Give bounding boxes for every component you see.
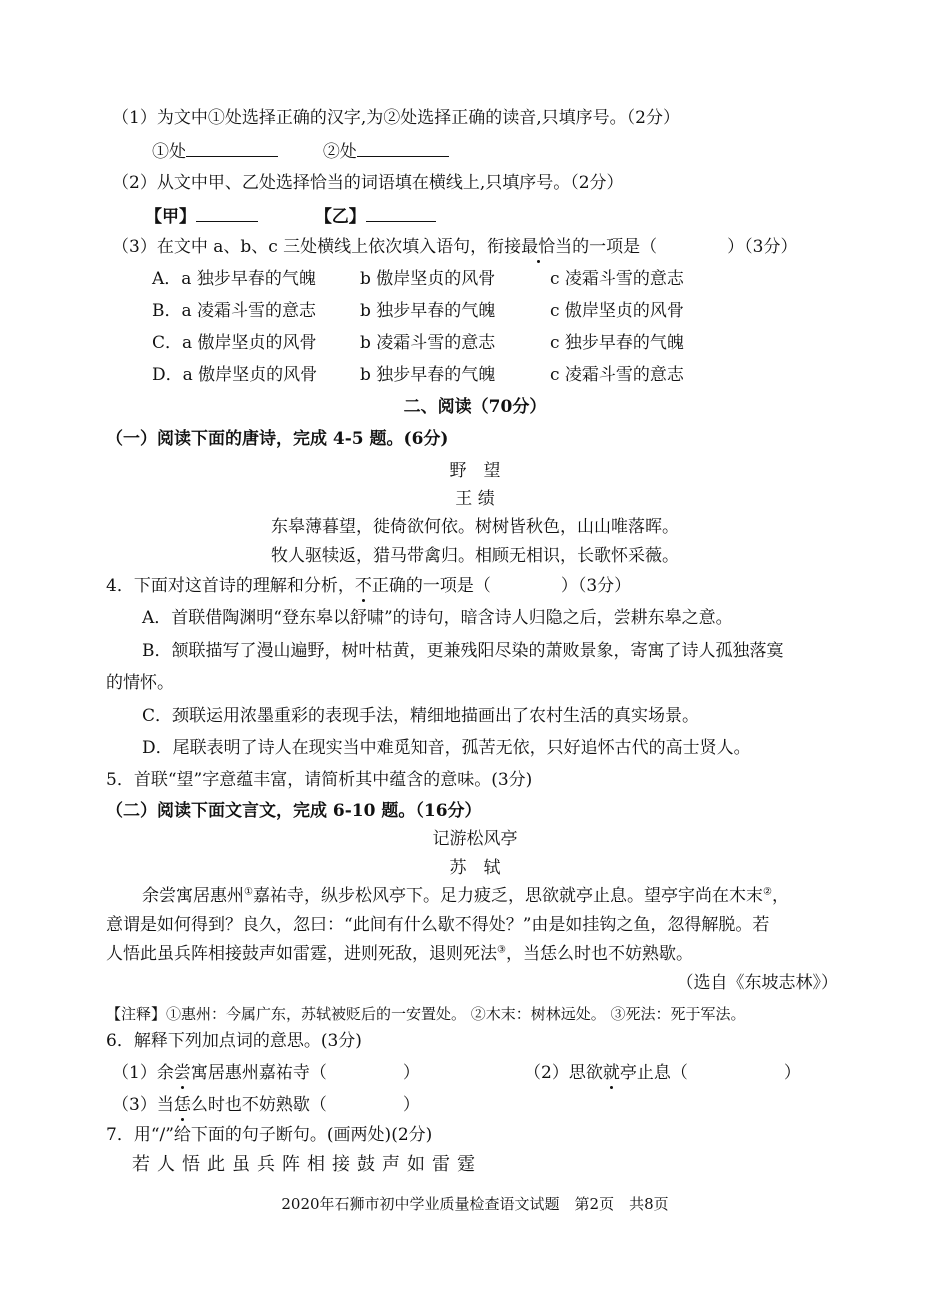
q4-post: 正确的一项是（ <box>371 576 491 596</box>
q6-item <box>524 1062 801 1084</box>
poem-line: 牧人驱犊返，猎马带禽归。相顾无相识，长歌怀采薇。 <box>271 546 679 566</box>
footnote-ref: ② <box>762 886 772 898</box>
yi-label: 【乙】 <box>314 207 366 227</box>
q6-text: 亭止息（ <box>619 1063 688 1083</box>
option-b: b 独步早春的气魄 <box>360 365 496 385</box>
option-a: D．a 傲岸坚贞的风骨 <box>152 365 318 385</box>
q6-text: 么时也不妨熟歇（ <box>190 1095 327 1115</box>
option-row <box>152 364 684 386</box>
annotation-note: 【注释】①惠州：今属广东，苏轼被贬后的一安置处。 ②木末：树林远处。 ③死法：死于军法。 <box>106 1005 746 1023</box>
sub3-pre: （3）在文中 a、b、c 三处横线上依次填入语句，衔接 <box>112 237 522 257</box>
q5: 5．首联“望”字意蕴丰富，请简析其中蕴含的意味。(3分) <box>106 770 533 790</box>
prose-text: ，当恁么时也不妨熟歇。 <box>505 944 693 964</box>
option-a: B．a 凌霜斗雪的意志 <box>152 301 317 321</box>
yi-line <box>366 205 436 222</box>
q6-text: （2）思欲 <box>524 1063 603 1083</box>
sub3-post: 当的一项是（ <box>555 237 658 257</box>
prose-title: 记游松风亭 <box>432 829 518 849</box>
q6-dotted-word: 尝 <box>173 1063 191 1083</box>
q6-item <box>112 1094 420 1116</box>
sub3-dotted: 最恰 <box>521 237 556 257</box>
option-b: b 凌霜斗雪的意志 <box>360 333 496 353</box>
option-c: c 独步早春的气魄 <box>550 333 684 353</box>
q6-text: ） <box>402 1063 420 1083</box>
q6-text: ） <box>402 1095 420 1115</box>
prose-text: 嘉祐寺，纵步松风亭下。足力疲乏，思欲就亭止息。望亭宇尚在木末 <box>252 886 763 906</box>
prose-line: 意谓是如何得到？良久，忽曰：“此间有什么歇不得处？”由是如挂钩之鱼，忽得解脱。若 <box>106 915 770 935</box>
q4-option-b-cont: 的情怀。 <box>106 673 174 693</box>
option-b: b 傲岸坚贞的风骨 <box>360 269 496 289</box>
section-title: 二、阅读（70分） <box>403 397 547 417</box>
prose-line <box>106 943 693 965</box>
q7-sentence: 若人悟此虽兵阵相接鼓声如雷霆 <box>132 1154 482 1175</box>
prose-text: 人悟此虽兵阵相接鼓声如雷霆，进则死敌，退则死法 <box>106 944 497 964</box>
q3-sub3 <box>112 236 798 258</box>
q6-text: ） <box>783 1063 801 1083</box>
q4-pre: 4．下面对这首诗的理解和分析， <box>106 576 355 596</box>
option-row <box>152 300 684 322</box>
option-c: c 凌霜斗雪的意志 <box>550 269 684 289</box>
prose-author: 苏 轼 <box>449 858 501 878</box>
q6-item <box>112 1062 420 1084</box>
jia-line <box>196 205 258 222</box>
q6-text: （3）当 <box>112 1095 174 1115</box>
q4-dotted: 不 <box>354 576 372 596</box>
footnote-ref: ① <box>244 886 253 898</box>
q4-end: ）（3分） <box>560 576 632 596</box>
sub3-end: ）（3分） <box>727 237 798 257</box>
prose-source: （选自《东坡志林》） <box>676 973 838 993</box>
jia-label: 【甲】 <box>145 207 196 227</box>
q3-sub2-blanks <box>145 205 436 228</box>
q4-option-b: B．颔联描写了漫山遍野，树叶枯黄，更兼残阳尽染的萧败景象，寄寓了诗人孤独落寞 <box>142 641 784 661</box>
q4-option-d: D．尾联表明了诗人在现实当中难觅知音，孤苦无依，只好追怀古代的高士贤人。 <box>142 738 751 758</box>
q6-dotted-word: 恁 <box>173 1095 191 1115</box>
q4-option-a: A．首联借陶渊明“登东皋以舒啸”的诗句，暗含诗人归隐之后，尝耕东皋之意。 <box>142 608 733 628</box>
option-c: c 傲岸坚贞的风骨 <box>550 301 684 321</box>
q6: 6．解释下列加点词的意思。(3分) <box>106 1031 362 1051</box>
option-a: A．a 独步早春的气魄 <box>152 269 316 289</box>
blank1-line <box>186 140 278 157</box>
blank2-line <box>357 140 449 157</box>
prose-line <box>142 885 789 907</box>
poem-title: 野 望 <box>449 461 501 481</box>
option-row <box>152 332 684 354</box>
q3-sub1-blanks <box>152 140 449 163</box>
blank1-label: ①处 <box>152 142 186 162</box>
q3-sub2: （2）从文中甲、乙处选择恰当的词语填在横线上,只填序号。（2分） <box>112 173 624 193</box>
part2-heading: （二）阅读下面文言文，完成 6-10 题。（16分） <box>106 801 482 821</box>
option-c: c 凌霜斗雪的意志 <box>550 365 684 385</box>
option-b: b 独步早春的气魄 <box>360 301 496 321</box>
page-footer: 2020年石狮市初中学业质量检查语文试题 第2页 共8页 <box>281 1195 669 1213</box>
poem-line: 东皋薄暮望，徙倚欲何依。树树皆秋色，山山唯落晖。 <box>271 517 679 537</box>
poem-author: 王 绩 <box>455 489 495 509</box>
q6-text: 寓居惠州嘉祐寺（ <box>190 1063 327 1083</box>
q7: 7．用“/”给下面的句子断句。(画两处)(2分) <box>106 1125 433 1145</box>
blank2-label: ②处 <box>322 142 357 162</box>
prose-text: ， <box>771 886 789 906</box>
option-row <box>152 268 684 290</box>
q4-stem <box>106 575 631 597</box>
q4-option-c: C．颈联运用浓墨重彩的表现手法，精细地描画出了农村生活的真实场景。 <box>142 706 700 726</box>
footnote-ref: ③ <box>497 944 506 956</box>
option-a: C．a 傲岸坚贞的风骨 <box>152 333 317 353</box>
part1-heading: （一）阅读下面的唐诗，完成 4-5 题。(6分) <box>106 429 449 449</box>
q6-text: （1）余 <box>112 1063 174 1083</box>
q6-dotted-word: 就 <box>602 1063 620 1083</box>
q3-sub1: （1）为文中①处选择正确的汉字,为②处选择正确的读音,只填序号。（2分） <box>112 108 680 128</box>
prose-text: 余尝寓居惠州 <box>142 886 244 906</box>
